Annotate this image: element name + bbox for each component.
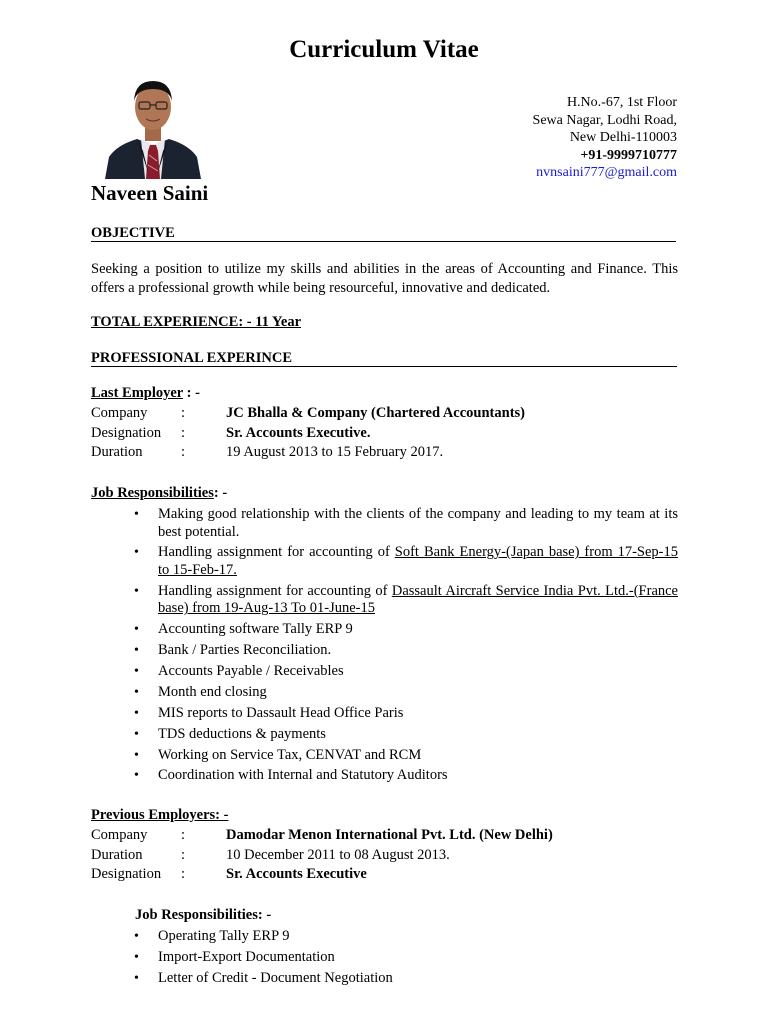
list-item — [91, 747, 678, 765]
page-title: Curriculum Vitae — [289, 36, 479, 63]
last-employer-label: Last Employer — [91, 385, 183, 401]
list-item-text: TDS deductions & payments — [158, 725, 326, 742]
list-item-text: Making good relationship with the clients of the company and leading to my team at its best potential. — [158, 506, 678, 540]
list-item-text: Import-Export Documentation — [158, 948, 335, 965]
detail-value: Damodar Menon International Pvt. Ltd. (New Delhi) — [226, 827, 553, 843]
last-employer-heading — [91, 385, 200, 402]
detail-row — [91, 826, 691, 846]
list-item — [91, 642, 678, 660]
detail-colon: : — [181, 444, 186, 461]
list-item-text: Accounting software Tally ERP 9 — [158, 621, 353, 638]
detail-value: Sr. Accounts Executive — [226, 866, 367, 883]
detail-colon: : — [181, 827, 186, 843]
detail-value: Sr. Accounts Executive. — [226, 424, 371, 441]
profile-photo — [103, 75, 203, 179]
detail-key: Company — [91, 405, 148, 421]
detail-row — [91, 865, 691, 885]
job-responsibilities-list — [91, 506, 678, 788]
list-item-text: Handling assignment for accounting of — [158, 544, 395, 561]
list-item-text: Month end closing — [158, 683, 267, 700]
detail-key: Designation — [91, 866, 162, 883]
detail-value: 10 December 2011 to 08 August 2013. — [226, 846, 450, 863]
list-item-text: MIS reports to Dassault Head Office Paris — [158, 704, 404, 721]
detail-row — [91, 846, 691, 866]
list-item — [91, 949, 678, 967]
address-line-2: Sewa Nagar, Lodhi Road, — [532, 112, 677, 128]
list-item-text: Operating Tally ERP 9 — [158, 928, 290, 944]
list-item — [91, 928, 678, 946]
list-item — [91, 506, 678, 541]
list-item — [91, 583, 678, 618]
detail-row — [91, 404, 691, 424]
list-item-text: Letter of Credit - Document Negotiation — [158, 969, 393, 986]
address-line-1: H.No.-67, 1st Floor — [566, 95, 677, 110]
phone-number: +91-9999710777 — [580, 147, 677, 163]
job-responsibilities-suffix: : - — [213, 485, 228, 501]
candidate-name: Naveen Saini — [91, 181, 209, 205]
professional-experience-label: PROFESSIONAL EXPERINCE — [91, 350, 293, 366]
list-item-text: Accounts Payable / Receivables — [158, 662, 344, 679]
email-link[interactable]: nvnsaini777@gmail.com — [536, 165, 677, 180]
detail-key: Duration — [91, 444, 143, 461]
detail-colon: : — [181, 424, 186, 441]
list-item-text: Handling assignment for accounting of — [158, 582, 392, 599]
professional-experience-heading — [91, 350, 677, 367]
list-item — [91, 544, 678, 579]
detail-row — [91, 424, 691, 444]
list-item — [91, 663, 678, 681]
last-employer-suffix: : - — [182, 385, 200, 401]
detail-value: 19 August 2013 to 15 February 2017. — [226, 444, 444, 461]
person-photo-icon — [103, 75, 203, 179]
list-item — [91, 684, 678, 702]
detail-key: Designation — [91, 424, 162, 441]
detail-value: JC Bhalla & Company (Chartered Accountants) — [226, 405, 525, 421]
list-item-text: Working on Service Tax, CENVAT and RCM — [158, 746, 422, 763]
previous-job-responsibilities-list — [91, 928, 678, 991]
objective-text: Seeking a position to utilize my skills and abilities in the areas of Accounting and Finance. This offers a professional growth while being resourceful, innovative and dedicated. — [91, 261, 678, 296]
objective-heading — [91, 225, 676, 242]
previous-employer-details — [91, 826, 691, 885]
objective-heading-label: OBJECTIVE — [91, 225, 175, 241]
address-line-3: New Delhi-110003 — [569, 130, 677, 145]
detail-key: Company — [91, 827, 148, 843]
previous-job-responsibilities-heading: Job Responsibilities: - — [135, 907, 272, 923]
total-experience: TOTAL EXPERIENCE: - 11 Year — [91, 314, 302, 330]
detail-colon: : — [181, 405, 186, 421]
detail-colon: : — [181, 866, 186, 883]
list-item — [91, 970, 678, 988]
detail-key: Duration — [91, 846, 143, 863]
list-item — [91, 767, 678, 785]
list-item-text: Bank / Parties Reconciliation. — [158, 642, 332, 659]
list-item-underlined: Dassault Aircraft Service India Pvt. Ltd.-(France base) from 19-Aug-13 To 01-June-15 — [158, 582, 678, 617]
last-employer-details — [91, 404, 691, 463]
list-item — [91, 705, 678, 723]
detail-colon: : — [181, 846, 186, 863]
job-responsibilities-label: Job Responsibilities — [91, 485, 214, 501]
job-responsibilities-heading — [91, 485, 227, 502]
previous-employers-heading: Previous Employers: - — [91, 807, 229, 823]
list-item-text: Coordination with Internal and Statutory Auditors — [158, 767, 448, 784]
list-item-underlined: Soft Bank Energy-(Japan base) from 17-Sep-15 to 15-Feb-17. — [158, 544, 678, 578]
detail-row — [91, 443, 691, 463]
list-item — [91, 726, 678, 744]
contact-address — [533, 94, 677, 182]
list-item — [91, 621, 678, 639]
